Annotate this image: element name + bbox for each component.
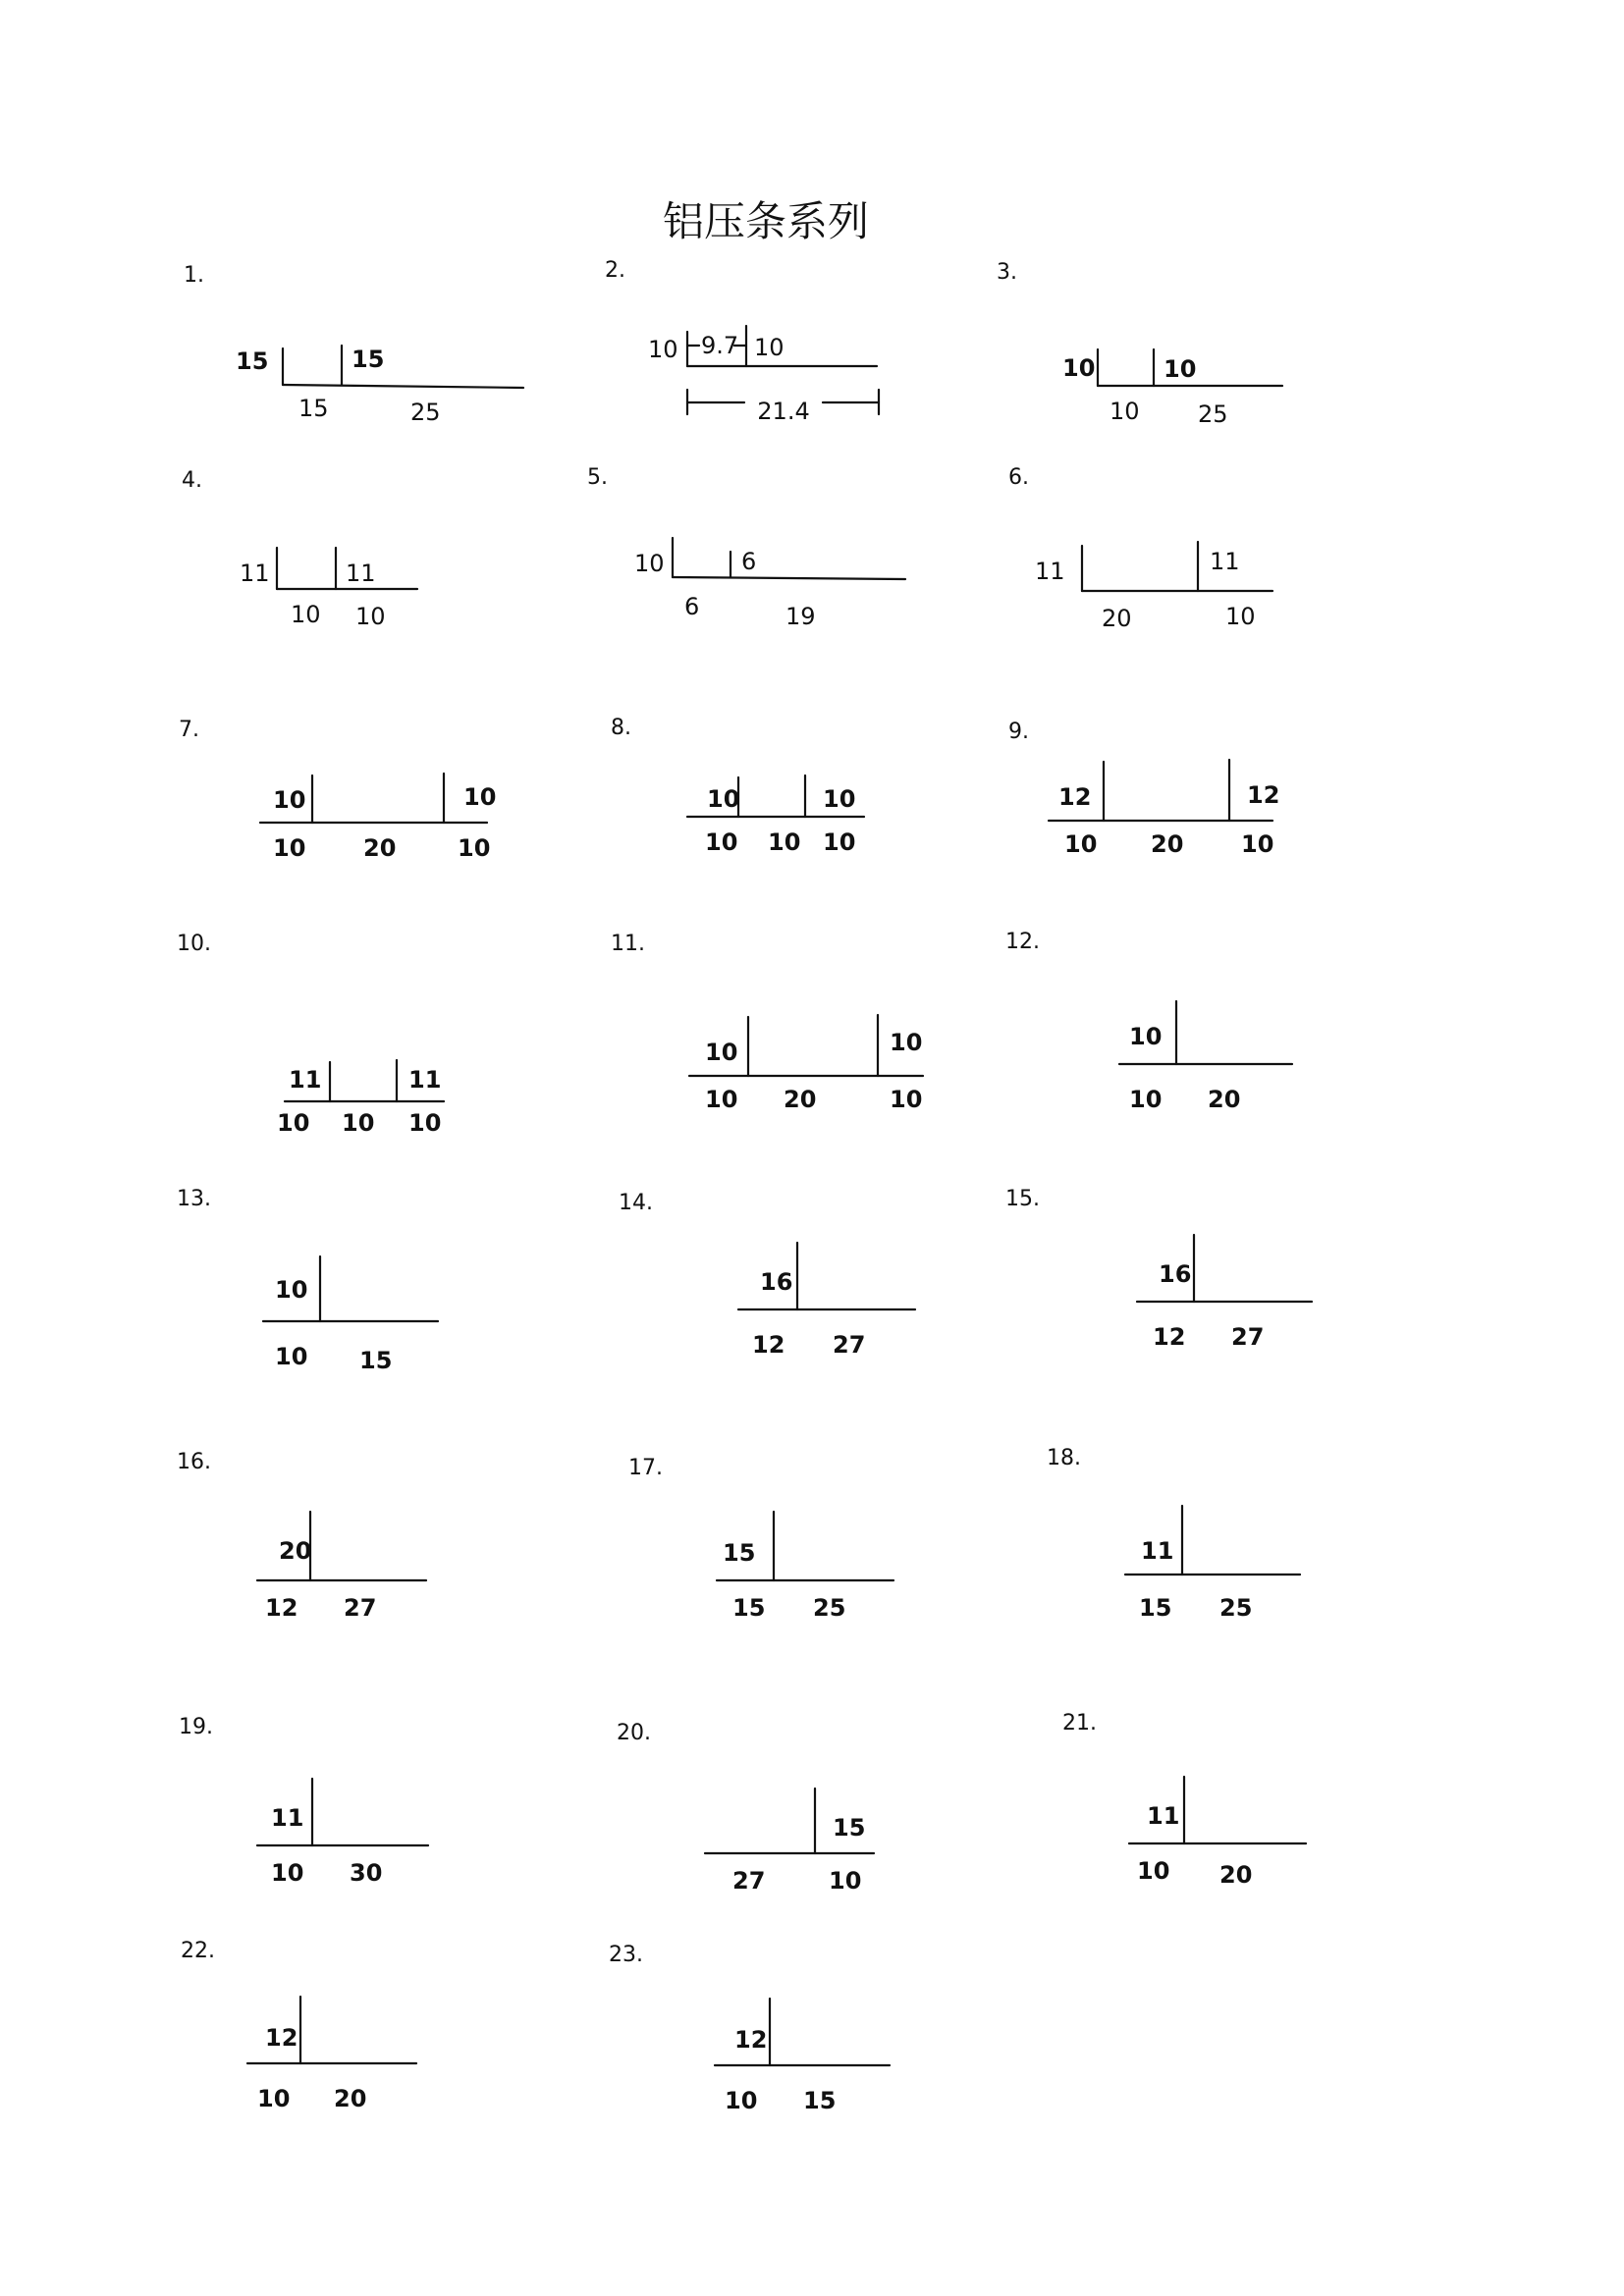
- profile-12: [1005, 930, 1292, 1113]
- dim-label: 10: [355, 603, 386, 630]
- dim-label: 10: [705, 1039, 738, 1066]
- dim-label: 10: [829, 1867, 862, 1895]
- dim-label: 25: [1198, 400, 1228, 428]
- dim-label: 6: [741, 548, 757, 575]
- dim-label: 10: [823, 828, 856, 856]
- profile-number: 2.: [605, 258, 625, 283]
- profile-15: [1005, 1187, 1312, 1351]
- profile-16: [177, 1450, 426, 1622]
- dim-label: 10: [707, 785, 740, 813]
- dim-label: 10: [1164, 355, 1197, 383]
- dim-label: 16: [1159, 1260, 1192, 1288]
- dim-label: 10: [634, 550, 665, 577]
- profile-number: 20.: [617, 1721, 651, 1745]
- profile-number: 23.: [609, 1943, 643, 1967]
- dim-label: 11: [1035, 558, 1065, 585]
- dim-label: 10: [890, 1086, 923, 1113]
- dim-label: 10: [705, 828, 738, 856]
- dim-label: 20: [279, 1537, 312, 1565]
- dim-label: 15: [236, 347, 269, 375]
- profile-8: [611, 716, 864, 856]
- dim-label: 25: [1219, 1594, 1253, 1622]
- profile-number: 11.: [611, 932, 645, 956]
- dim-label: 15: [1139, 1594, 1172, 1622]
- profile-6: [1008, 465, 1272, 632]
- page-title: 铝压条系列: [662, 197, 870, 245]
- profile-number: 5.: [587, 465, 608, 490]
- dim-label: 11: [1147, 1802, 1180, 1830]
- profile-number: 1.: [184, 263, 204, 288]
- dim-label: 20: [1219, 1861, 1253, 1889]
- dim-label: 10: [1241, 830, 1274, 858]
- dim-label: 19: [785, 603, 816, 630]
- profile-number: 7.: [179, 718, 199, 742]
- dim-label: 10: [1129, 1086, 1163, 1113]
- dim-label: 10: [890, 1029, 923, 1056]
- profile-2: [605, 258, 879, 425]
- profile-20: [617, 1721, 874, 1895]
- dim-label: 25: [813, 1594, 846, 1622]
- dim-label: 10: [257, 2085, 291, 2112]
- dim-label: 27: [1231, 1323, 1265, 1351]
- profile-13: [177, 1187, 438, 1374]
- profile-22: [181, 1939, 416, 2112]
- profile-9: [1008, 720, 1279, 858]
- dim-label: 10: [1062, 354, 1096, 382]
- dim-label: 12: [752, 1331, 785, 1359]
- dim-label: 10: [342, 1109, 375, 1137]
- profile-10: [177, 932, 444, 1137]
- profile-number: 19.: [179, 1715, 213, 1739]
- dim-label: 10: [271, 1859, 304, 1887]
- dim-label: 10: [725, 2087, 758, 2114]
- profile-number: 6.: [1008, 465, 1029, 490]
- dim-label: 12: [265, 1594, 298, 1622]
- dim-label: 10: [1225, 603, 1256, 630]
- dim-label: 15: [833, 1814, 866, 1842]
- dim-label: 20: [1102, 605, 1132, 632]
- profile-19: [179, 1715, 428, 1887]
- dim-label: 12: [1247, 781, 1280, 809]
- dim-label: 10: [1064, 830, 1098, 858]
- dim-label: 20: [363, 834, 397, 862]
- profile-5: [587, 465, 905, 630]
- dim-label: 15: [298, 395, 329, 422]
- dim-label: 10: [705, 1086, 738, 1113]
- dim-label: 20: [1208, 1086, 1241, 1113]
- dim-label: 10: [1137, 1857, 1170, 1885]
- dim-label: 11: [346, 560, 376, 587]
- profile-number: 8.: [611, 716, 631, 740]
- dim-label: 10: [1129, 1023, 1163, 1050]
- dim-label: 15: [803, 2087, 837, 2114]
- dim-label: 12: [265, 2024, 298, 2052]
- dim-label: 10: [1110, 398, 1140, 425]
- dim-label: 10: [273, 834, 306, 862]
- dim-label: 30: [350, 1859, 383, 1887]
- dim-label: 10: [275, 1276, 308, 1304]
- dim-label: 12: [1058, 783, 1092, 811]
- dim-label: 20: [784, 1086, 817, 1113]
- dim-label: 15: [732, 1594, 766, 1622]
- profile-1: [184, 263, 523, 426]
- profile-4: [182, 468, 417, 630]
- dim-label: 11: [271, 1804, 304, 1832]
- dim-label: 25: [410, 399, 441, 426]
- dim-label: 15: [359, 1347, 393, 1374]
- dim-label: 9.7: [701, 332, 739, 359]
- dim-label: 12: [734, 2026, 768, 2054]
- profile-number: 13.: [177, 1187, 211, 1211]
- profile-number: 15.: [1005, 1187, 1040, 1211]
- dim-label: 27: [833, 1331, 866, 1359]
- dim-label: 10: [754, 334, 785, 361]
- dim-label: 27: [344, 1594, 377, 1622]
- dim-label: 21.4: [757, 398, 810, 425]
- profile-23: [609, 1943, 890, 2114]
- dim-label: 11: [1210, 548, 1240, 575]
- dim-label: 10: [275, 1343, 308, 1370]
- profile-7: [179, 718, 496, 862]
- dim-label: 10: [291, 601, 321, 628]
- profile-14: [619, 1191, 915, 1359]
- dim-label: 11: [240, 560, 270, 587]
- dim-label: 10: [273, 786, 306, 814]
- profile-number: 12.: [1005, 930, 1040, 954]
- dim-label: 16: [760, 1268, 793, 1296]
- profile-number: 17.: [628, 1456, 663, 1480]
- dim-label: 10: [463, 783, 497, 811]
- dim-label: 10: [277, 1109, 310, 1137]
- profile-number: 3.: [997, 260, 1017, 285]
- dim-label: 10: [648, 336, 678, 363]
- dim-label: 11: [1141, 1537, 1174, 1565]
- dim-label: 10: [408, 1109, 442, 1137]
- dim-label: 10: [823, 785, 856, 813]
- dim-label: 10: [768, 828, 801, 856]
- profile-number: 9.: [1008, 720, 1029, 744]
- dim-label: 12: [1153, 1323, 1186, 1351]
- profile-17: [628, 1456, 893, 1622]
- profile-3: [997, 260, 1282, 428]
- dim-label: 20: [1151, 830, 1184, 858]
- dim-label: 15: [723, 1539, 756, 1567]
- profile-number: 10.: [177, 932, 211, 956]
- profile-number: 14.: [619, 1191, 653, 1215]
- dim-label: 15: [352, 346, 385, 373]
- dim-label: 6: [684, 593, 700, 620]
- profile-18: [1047, 1446, 1300, 1622]
- profile-number: 18.: [1047, 1446, 1081, 1470]
- dim-label: 11: [408, 1066, 442, 1094]
- profile-number: 22.: [181, 1939, 215, 1963]
- profile-number: 21.: [1062, 1711, 1097, 1735]
- profile-number: 16.: [177, 1450, 211, 1474]
- dim-label: 10: [458, 834, 491, 862]
- profile-number: 4.: [182, 468, 202, 493]
- profile-21: [1062, 1711, 1306, 1889]
- dim-label: 11: [289, 1066, 322, 1094]
- dim-label: 27: [732, 1867, 766, 1895]
- profile-11: [611, 932, 923, 1113]
- dim-label: 20: [334, 2085, 367, 2112]
